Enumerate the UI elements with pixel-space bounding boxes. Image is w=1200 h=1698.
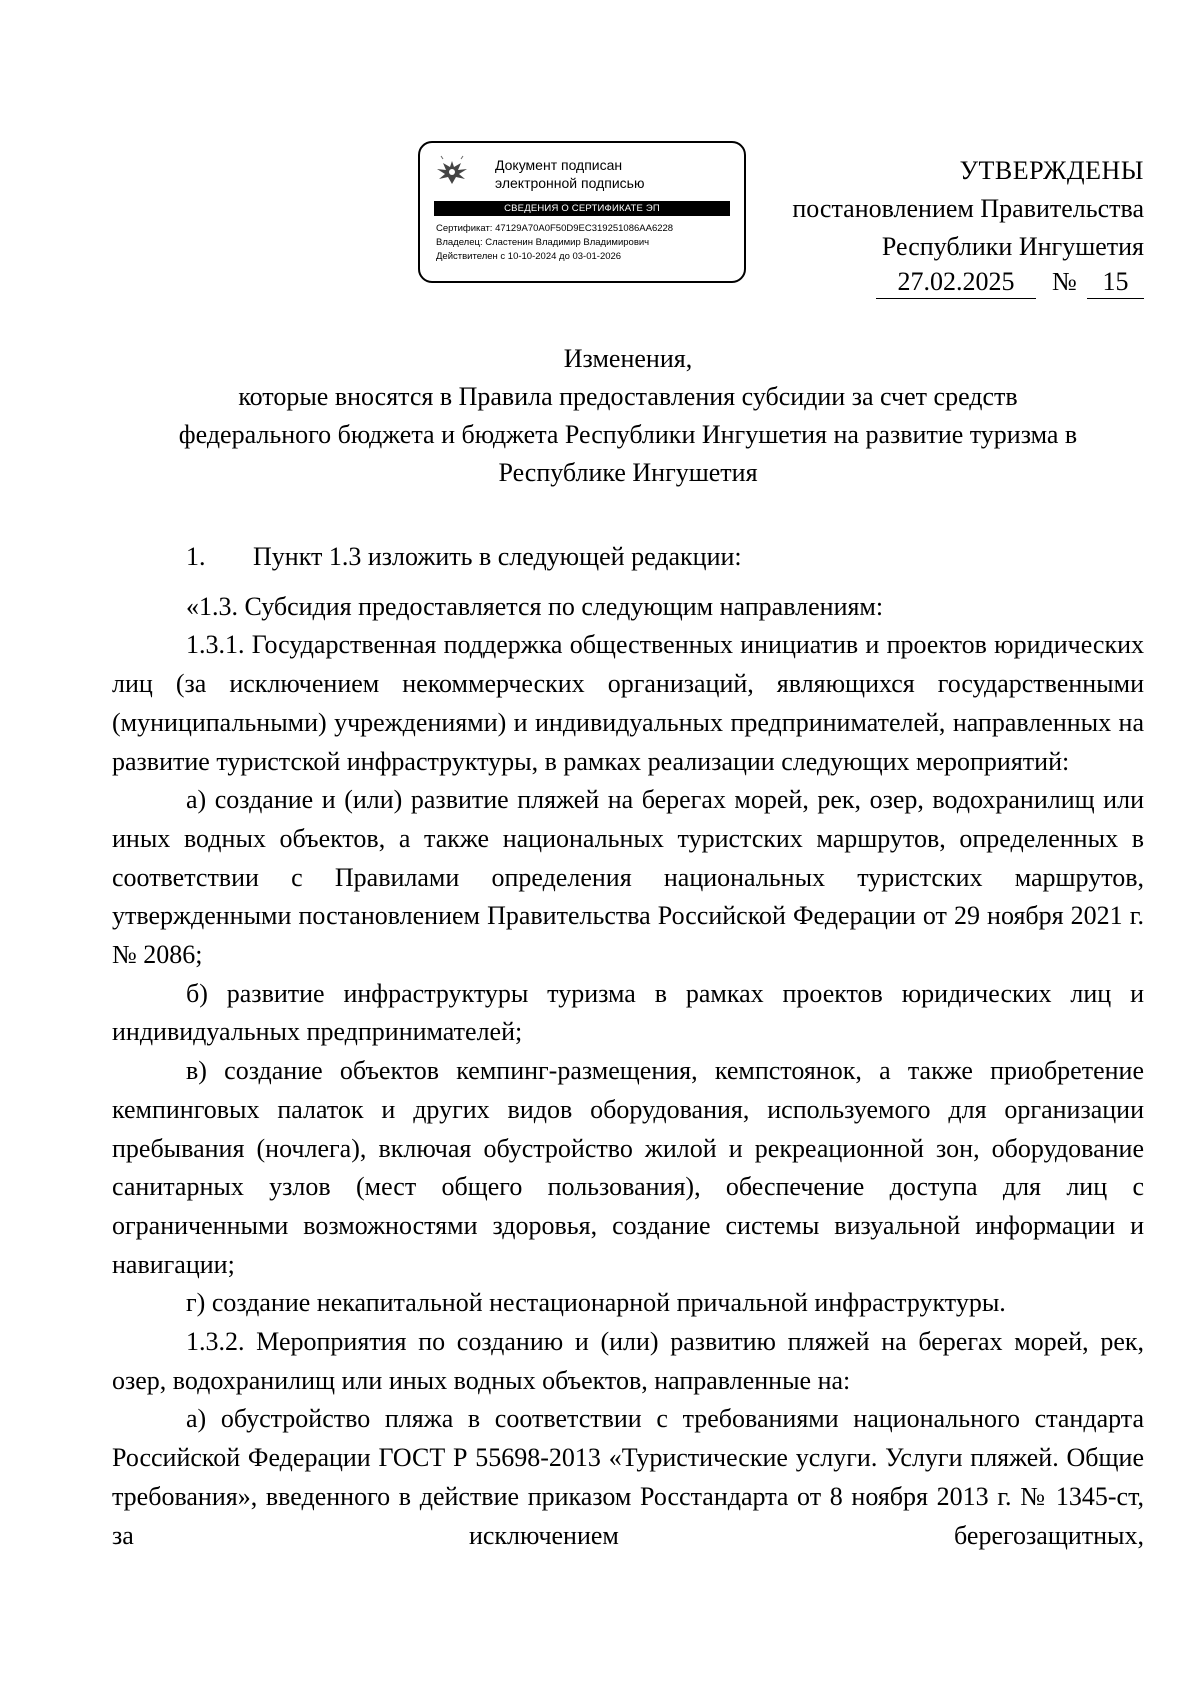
coat-of-arms-icon xyxy=(433,153,471,191)
title-line3: федерального бюджета и бюджета Республики Ингушетия на развитие туризма в xyxy=(178,420,1078,449)
paragraph-v: в) создание объектов кемпинг-размещения, кемпстоянок, а также приобретение кемпинговых палаток и других видов оборудования, используемого для организации пребывания (ночлега), включая обустройство жилой и рекреационной зон, оборудование санитарных узлов (мест общего пользования), обеспечение доступа для лиц с ограниченными возможностями здоровья, создание системы визуальной информации и навигации; xyxy=(112,1056,1144,1279)
stamp-validity: Действителен с 10-10-2024 до 03-01-2026 xyxy=(436,251,622,262)
stamp-certificate-header: СВЕДЕНИЯ О СЕРТИФИКАТЕ ЭП xyxy=(434,201,730,216)
paragraph-b: б) развитие инфраструктуры туризма в рамках проектов юридических лиц и индивидуальных предпринимателей; xyxy=(112,978,1144,1047)
stamp-owner: Владелец: Сластенин Владимир Владимирович xyxy=(436,237,650,248)
stamp-title-line1: Документ подписан xyxy=(495,157,623,173)
item-1 xyxy=(112,538,1144,577)
stamp-certificate-number: Сертификат: 47129A70A0F50D9EC319251086AA6228 xyxy=(436,223,674,234)
paragraph-g: г) создание некапитальной нестационарной причальной инфраструктуры. xyxy=(186,1288,1006,1318)
title-line2: которые вносятся в Правила предоставления субсидии за счет средств xyxy=(238,382,1018,411)
stamp-title-line2: электронной подписью xyxy=(495,175,645,191)
signature-stamp xyxy=(418,141,746,283)
title-line4: Республике Ингушетия xyxy=(498,458,758,487)
paragraph-a: а) создание и (или) развитие пляжей на берегах морей, рек, озер, водохранилищ или иных водных объектов, а также национальных туристских маршрутов, определенных в соответствии с Правилами определения национальных туристских маршрутов, утвержденными постановлением Правительства Российской Федерации от 29 ноября 2021 г. № 2086; xyxy=(112,785,1144,970)
approval-number: 15 xyxy=(1102,267,1129,296)
approval-date: 27.02.2025 xyxy=(897,267,1015,296)
number-sign: № xyxy=(1052,267,1077,296)
paragraph-a-2: а) обустройство пляжа в соответствии с требованиями национального стандарта Российской Федерации ГОСТ Р 55698-2013 «Туристические услуги. Услуги пляжей. Общие требования», введенного в действие приказом Росстандарта от 8 ноября 2013 г. № 1345-ст, за исключением берегозащитных, xyxy=(112,1404,1144,1550)
document-body xyxy=(112,538,1144,1555)
approval-date-number xyxy=(876,266,1144,304)
paragraph-1-3-2: 1.3.2. Мероприятия по созданию и (или) развитию пляжей на берегах морей, рек, озер, водохранилищ или иных водных объектов, направленные на: xyxy=(112,1327,1144,1395)
date-underline xyxy=(876,298,1036,299)
number-underline xyxy=(1087,298,1144,299)
approval-line1: постановлением Правительства xyxy=(792,194,1144,223)
document-title xyxy=(112,340,1144,492)
approval-block xyxy=(792,152,1144,266)
item-1-number: 1. xyxy=(186,542,206,571)
approval-line2: Республики Ингушетия xyxy=(881,232,1144,261)
approval-heading: УТВЕРЖДЕНЫ xyxy=(959,156,1144,185)
paragraph-1-3-1: 1.3.1. Государственная поддержка общественных инициатив и проектов юридических лиц (за исключением некоммерческих организаций, являющихся государственными (муниципальными) учреждениями) и индивидуальных предпринимателей, направленных на развитие туристской инфраструктуры, в рамках реализации следующих мероприятий: xyxy=(112,630,1144,776)
title-line1: Изменения, xyxy=(563,344,693,373)
paragraph-1-3: «1.3. Субсидия предоставляется по следующим направлениям: xyxy=(186,591,884,621)
item-1-text: Пункт 1.3 изложить в следующей редакции: xyxy=(253,542,742,571)
